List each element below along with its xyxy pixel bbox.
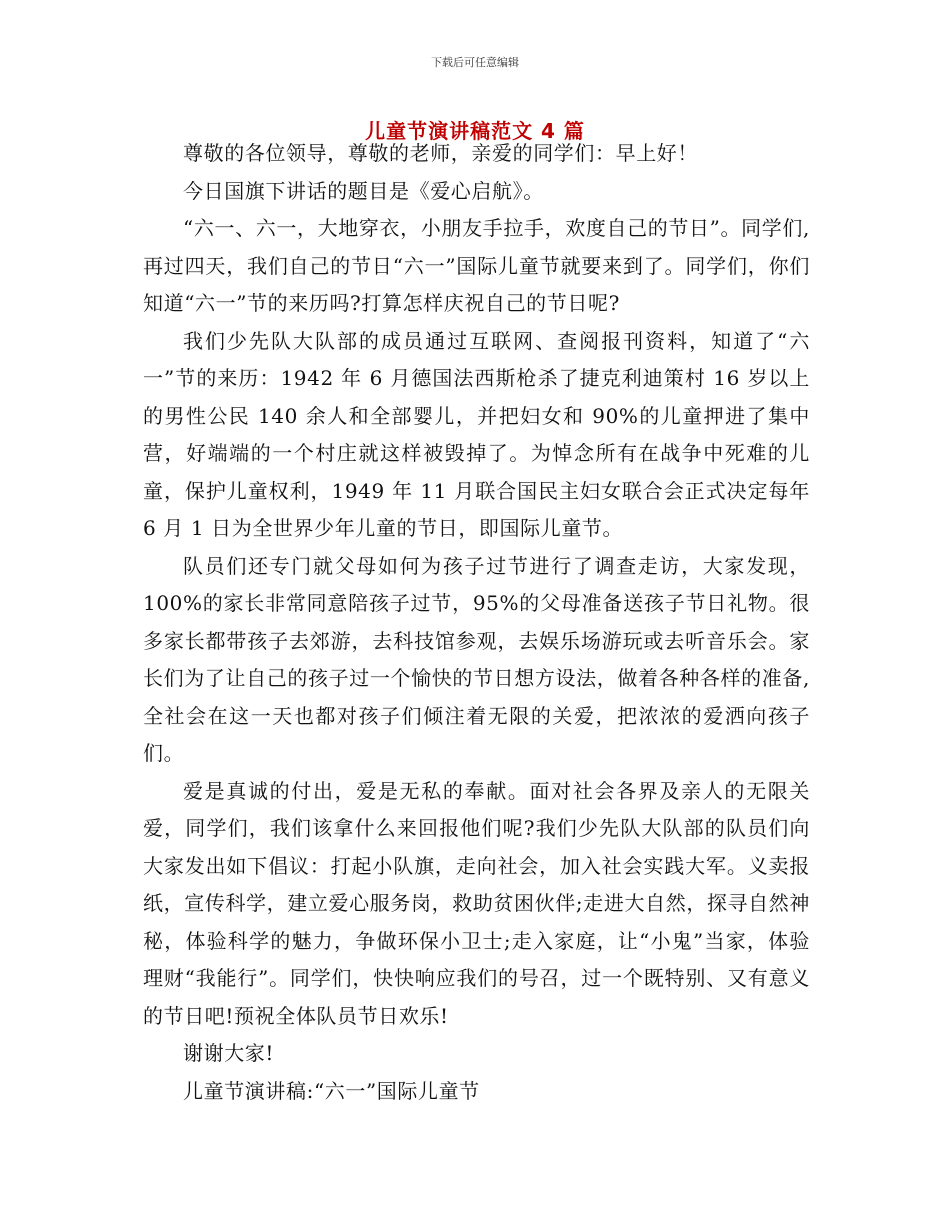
paragraph-history: 我们少先队大队部的成员通过互联网、查阅报刊资料，知道了“六一”节的来历：1942 年 6 月德国法西斯枪杀了捷克利迪策村 16 岁以上的男性公民 140 余人和全部婴儿，并把妇女和 90%的儿童押进了集中营，好端端的一个村庄就这样被毁掉了。为悼念所有在战争中死难的儿童，保护儿童权利，1949 年 11 月联合国民主妇女联合会正式决定每年 6 月 1 日为全世界少年儿童的节日，即国际儿童节。 xyxy=(143,328,810,540)
document-body xyxy=(143,135,810,1110)
paragraph-survey: 队员们还专门就父母如何为孩子过节进行了调查走访，大家发现，100%的家长非常同意陪孩子过节，95%的父母准备送孩子节日礼物。很多家长都带孩子去郊游，去科技馆参观，去娱乐场游玩或去听音乐会。家长们为了让自己的孩子过一个愉快的节日想方设法，做着各种各样的准备,全社会在这一天也都对孩子们倾注着无限的关爱，把浓浓的爱洒向孩子们。 xyxy=(143,553,810,765)
paragraph-initiative: 爱是真诚的付出，爱是无私的奉献。面对社会各界及亲人的无限关爱，同学们，我们该拿什么来回报他们呢?我们少先队大队部的队员们向大家发出如下倡议：打起小队旗，走向社会，加入社会实践大军。义卖报纸，宣传科学，建立爱心服务岗，救助贫困伙伴;走进大自然，探寻自然神秘，体验科学的魅力，争做环保小卫士;走入家庭，让“小鬼”当家，体验理财“我能行”。同学们，快快响应我们的号召，过一个既特别、又有意义的节日吧!预祝全体队员节日欢乐! xyxy=(143,778,810,1028)
document-title: 儿童节演讲稿范文 4 篇 xyxy=(365,119,585,143)
paragraph-greeting: 尊敬的各位领导，尊敬的老师，亲爱的同学们：早上好！ xyxy=(183,141,698,165)
paragraph-thanks: 谢谢大家! xyxy=(183,1041,275,1065)
paragraph-intro: “六一、六一，大地穿衣，小朋友手拉手，欢度自己的节日”。同学们,再过四天，我们自己的节日“六一”国际儿童节就要来到了。同学们，你们知道“六一”节的来历吗?打算怎样庆祝自己的节日呢? xyxy=(143,216,810,315)
paragraph-next-heading: 儿童节演讲稿:“六一”国际儿童节 xyxy=(183,1078,480,1103)
header-note: 下载后可任意编辑 xyxy=(431,56,519,69)
paragraph-topic: 今日国旗下讲话的题目是《爱心启航》。 xyxy=(183,178,544,203)
